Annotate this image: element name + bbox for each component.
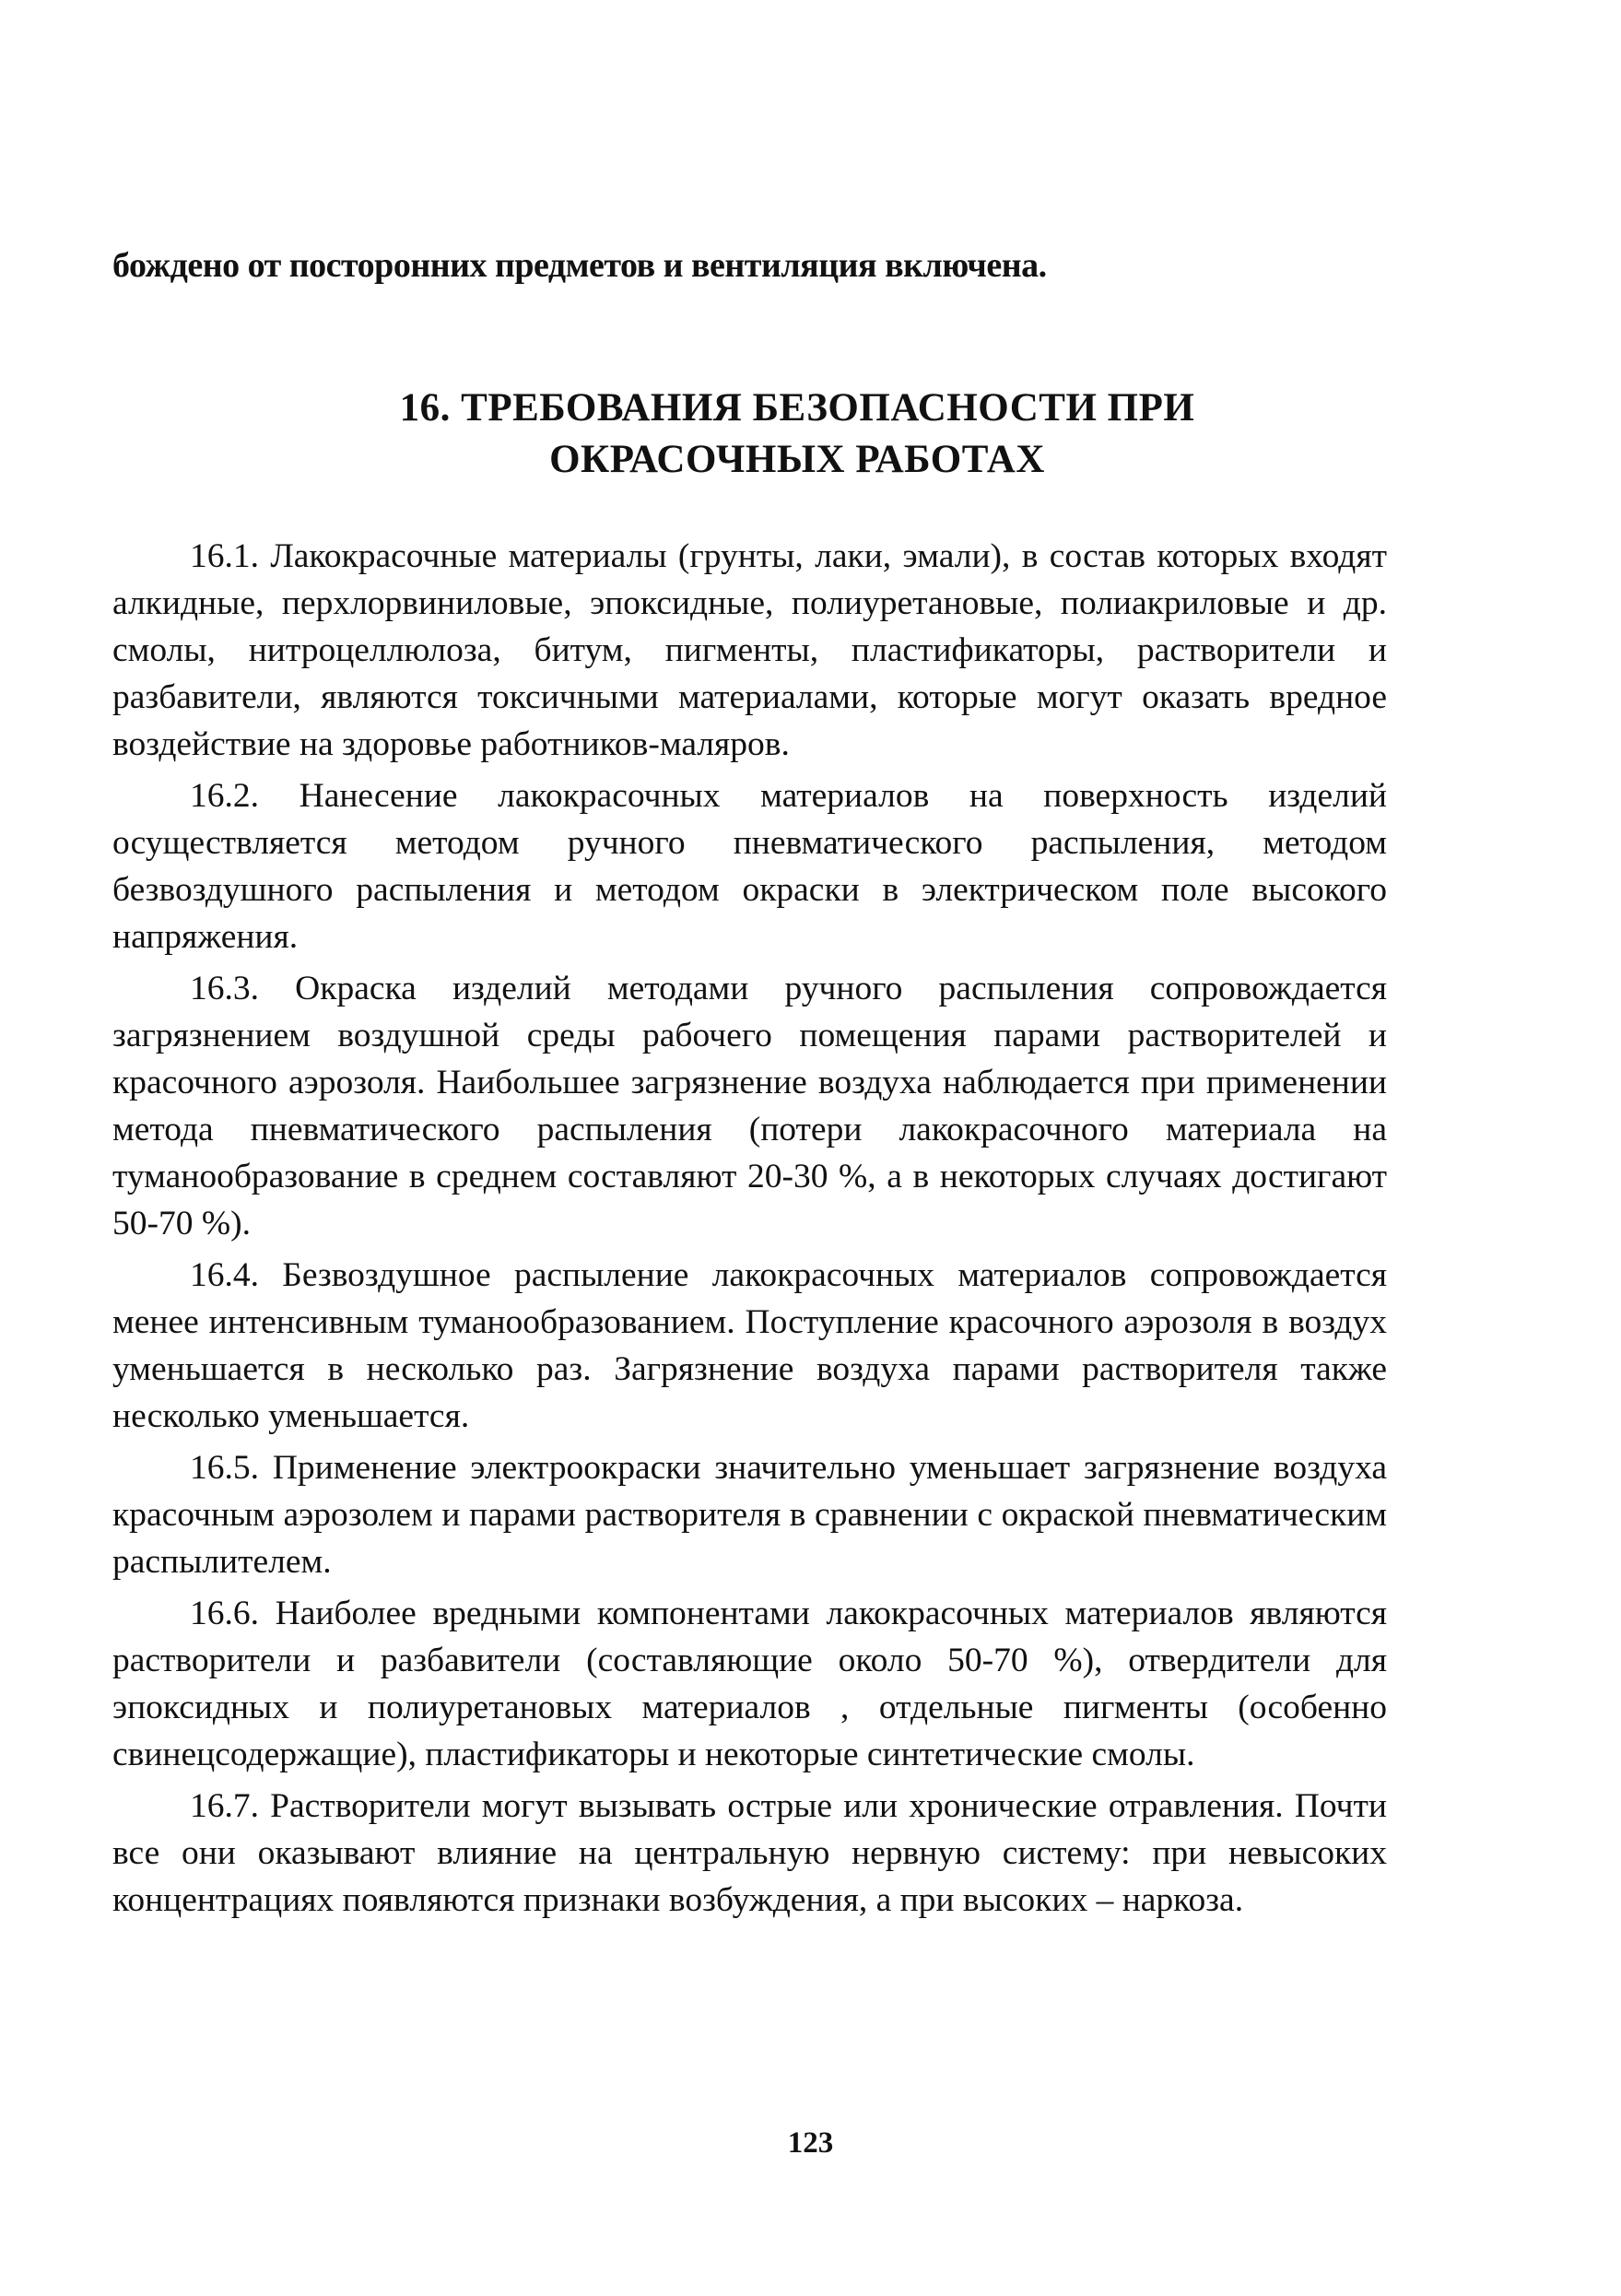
paragraph-16-3: 16.3. Окраска изделий методами ручного распыления сопровождается загрязнением воздушной среды рабочего помещения парами растворителей и красочного аэрозоля. Наибольшее загрязнение воздуха наблюдается при применении метода пневматического распыления (потери лакокрасочного материала на туманообразование в среднем составляют 20-30 %, а в некоторых случаях достигают 50-70 %). (112, 970, 1387, 1242)
paragraph-16-7: 16.7. Растворители могут вызывать острые или хронические отравления. Почти все они оказывают влияние на центральную нервную систему: при невысоких концентрациях появляются признаки возбуждения, а при высоких – наркоза. (112, 1787, 1387, 1919)
paragraph-16-4: 16.4. Безвоздушное распыление лакокрасочных материалов сопровождается менее интенсивным туманообразованием. Поступление красочного аэрозоля в воздух уменьшается в несколько раз. Загрязнение воздуха парами растворителя также несколько уменьшается. (112, 1256, 1387, 1435)
paragraph-16-1: 16.1. Лакокрасочные материалы (грунты, лаки, эмали), в состав которых входят алкидные, перхлорвиниловые, эпоксидные, полиуретановые, полиакриловые и др. смолы, нитроцеллюлоза, битум, пигменты, пластификаторы, растворители и разбавители, являются токсичными материалами, которые могут оказать вредное воздействие на здоровье работников-маляров. (112, 537, 1387, 763)
body-text (112, 533, 1387, 1928)
paragraph-16-2: 16.2. Нанесение лакокрасочных материалов на поверхность изделий осуществляется методом ручного пневматического распыления, методом безвоздушного распыления и методом окраски в электрическом поле высокого напряжения. (112, 777, 1387, 956)
section-heading-line-2: ОКРАСОЧНЫХ РАБОТАХ (549, 438, 1045, 481)
paragraph-16-5: 16.5. Применение электроокраски значительно уменьшает загрязнение воздуха красочным аэрозолем и парами растворителя в сравнении с окраской пневматическим распылителем. (112, 1449, 1387, 1581)
section-heading-line-1: 16. ТРЕБОВАНИЯ БЕЗОПАСНОСТИ ПРИ (399, 386, 1195, 430)
section-heading (138, 383, 1456, 486)
continuation-text: бождено от посторонних предметов и вентиляция включена. (112, 246, 1047, 285)
paragraph-16-6: 16.6. Наиболее вредными компонентами лакокрасочных материалов являются растворители и разбавители (составляющие около 50-70 %), отвердители для эпоксидных и полиуретановых материалов , отдельные пигменты (особенно свинецсодержащие), пластификаторы и некоторые синтетические смолы. (112, 1595, 1387, 1773)
page-number: 123 (787, 2126, 834, 2160)
